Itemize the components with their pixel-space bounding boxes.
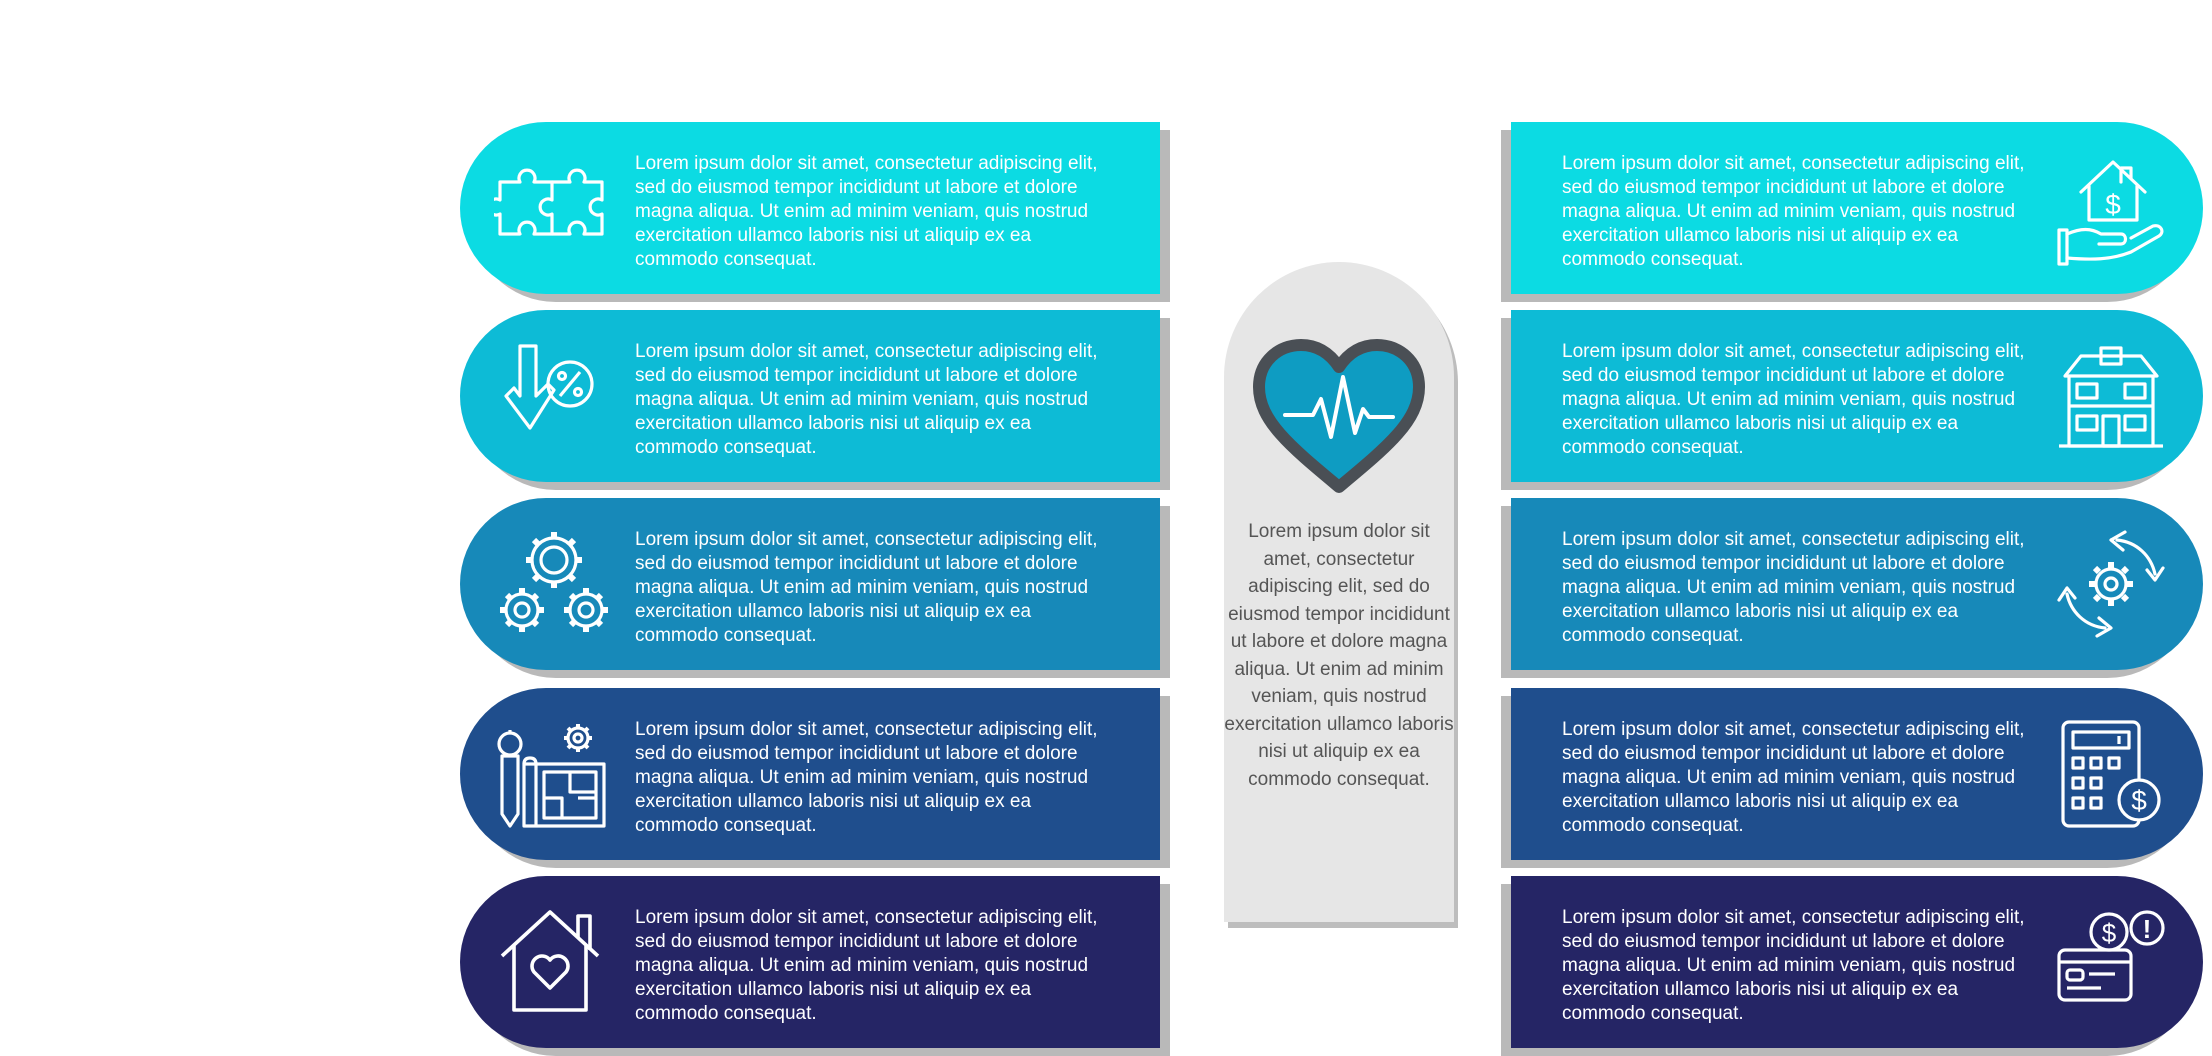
right-card-2: [1511, 310, 2203, 482]
credit-card-dollar-alert-icon: [2051, 902, 2171, 1022]
gears-icon: [494, 524, 614, 644]
hand-house-dollar-icon: [2051, 148, 2171, 268]
right-card-3: [1511, 498, 2203, 670]
heartbeat-icon: [1251, 337, 1427, 497]
left-card-1: [460, 122, 1160, 294]
left-card-3-text: Lorem ipsum dolor sit amet, consectetur adipiscing elit, sed do eiusmod tempor incididunt ut labore et dolore magna aliqua. Ut enim ad minim veniam, quis nostrud exercitation ullamco laboris nisi ut aliquip ex ea commodo consequat.: [635, 529, 1098, 646]
left-card-5: [460, 876, 1160, 1048]
left-card-4: [460, 688, 1160, 860]
right-card-4: [1511, 688, 2203, 860]
right-card-5: [1511, 876, 2203, 1048]
left-card-5-text: Lorem ipsum dolor sit amet, consectetur adipiscing elit, sed do eiusmod tempor incididunt ut labore et dolore magna aliqua. Ut enim ad minim veniam, quis nostrud exercitation ullamco laboris nisi ut aliquip ex ea commodo consequat.: [635, 907, 1098, 1024]
center-text: Lorem ipsum dolor sit amet, consectetur adipiscing elit, sed do eiusmod tempor incididunt ut labore et dolore magna aliqua. Ut enim ad minim veniam, quis nostrud exercitation ullamco laboris nisi ut aliquip ex ea commodo consequat.: [1224, 521, 1454, 790]
house-heart-icon: [494, 902, 614, 1022]
right-card-3-text: Lorem ipsum dolor sit amet, consectetur adipiscing elit, sed do eiusmod tempor incididunt ut labore et dolore magna aliqua. Ut enim ad minim veniam, quis nostrud exercitation ullamco laboris nisi ut aliquip ex ea commodo consequat.: [1562, 529, 2025, 646]
left-card-3: [460, 498, 1160, 670]
rate-down-percent-icon: [494, 336, 614, 456]
calculator-dollar-icon: [2051, 714, 2171, 834]
svg-text:!: !: [2142, 914, 2152, 944]
left-card-4-text: Lorem ipsum dolor sit amet, consectetur adipiscing elit, sed do eiusmod tempor incididunt ut labore et dolore magna aliqua. Ut enim ad minim veniam, quis nostrud exercitation ullamco laboris nisi ut aliquip ex ea commodo consequat.: [635, 719, 1098, 836]
right-card-4-text: Lorem ipsum dolor sit amet, consectetur adipiscing elit, sed do eiusmod tempor incididunt ut labore et dolore magna aliqua. Ut enim ad minim veniam, quis nostrud exercitation ullamco laboris nisi ut aliquip ex ea commodo consequat.: [1562, 719, 2025, 836]
puzzle-icon: [494, 148, 614, 268]
left-card-1-text: Lorem ipsum dolor sit amet, consectetur adipiscing elit, sed do eiusmod tempor incididunt ut labore et dolore magna aliqua. Ut enim ad minim veniam, quis nostrud exercitation ullamco laboris nisi ut aliquip ex ea commodo consequat.: [635, 153, 1098, 270]
svg-text:$: $: [2131, 785, 2147, 816]
svg-text:$: $: [2101, 918, 2117, 948]
right-card-5-text: Lorem ipsum dolor sit amet, consectetur adipiscing elit, sed do eiusmod tempor incididunt ut labore et dolore magna aliqua. Ut enim ad minim veniam, quis nostrud exercitation ullamco laboris nisi ut aliquip ex ea commodo consequat.: [1562, 907, 2025, 1024]
svg-text:$: $: [2105, 189, 2121, 220]
left-card-2-text: Lorem ipsum dolor sit amet, consectetur adipiscing elit, sed do eiusmod tempor incididunt ut labore et dolore magna aliqua. Ut enim ad minim veniam, quis nostrud exercitation ullamco laboris nisi ut aliquip ex ea commodo consequat.: [635, 341, 1098, 458]
right-card-1-text: Lorem ipsum dolor sit amet, consectetur adipiscing elit, sed do eiusmod tempor incididunt ut labore et dolore magna aliqua. Ut enim ad minim veniam, quis nostrud exercitation ullamco laboris nisi ut aliquip ex ea commodo consequat.: [1562, 153, 2025, 270]
center-panel: [1224, 262, 1454, 922]
blueprint-planning-icon: [494, 714, 614, 834]
right-card-1: [1511, 122, 2203, 294]
gear-refresh-icon: [2051, 524, 2171, 644]
left-card-2: [460, 310, 1160, 482]
right-card-2-text: Lorem ipsum dolor sit amet, consectetur adipiscing elit, sed do eiusmod tempor incididunt ut labore et dolore magna aliqua. Ut enim ad minim veniam, quis nostrud exercitation ullamco laboris nisi ut aliquip ex ea commodo consequat.: [1562, 341, 2025, 458]
townhouse-icon: [2051, 336, 2171, 456]
